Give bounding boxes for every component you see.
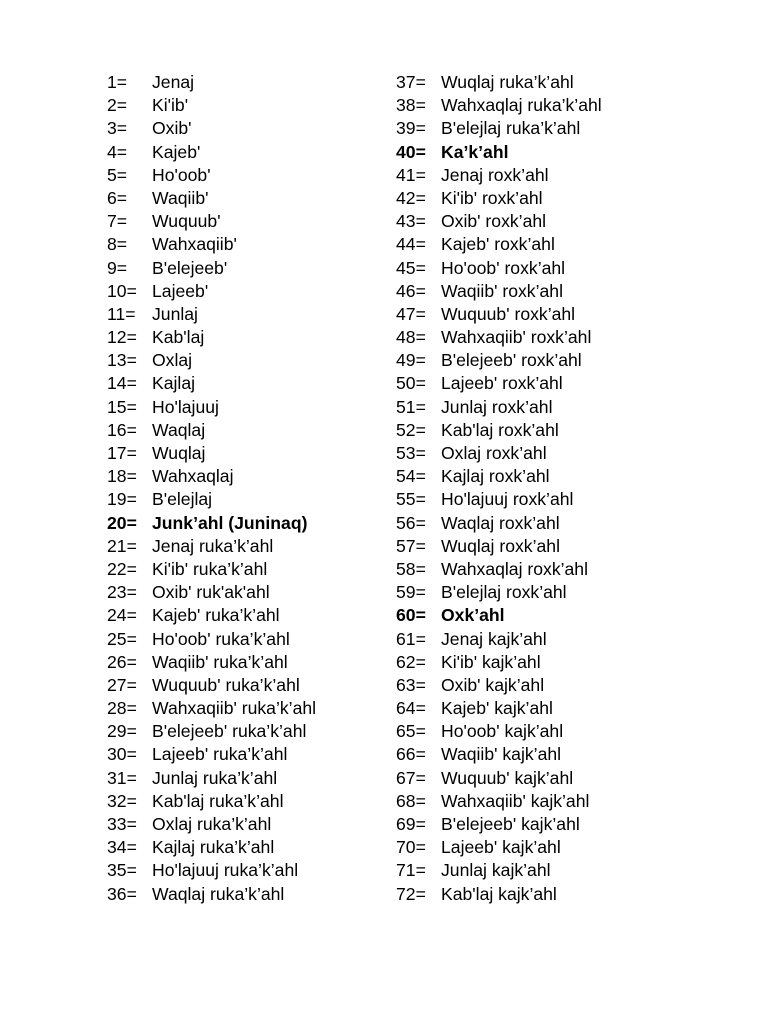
number-word: Kajlaj <box>152 373 196 394</box>
number-row <box>107 303 407 326</box>
number-word: Ka’k’ahl <box>441 141 509 162</box>
number-word: Junk’ahl (Juninaq) <box>152 512 308 533</box>
number-row <box>107 117 407 140</box>
number-row <box>396 883 696 906</box>
number-row <box>396 836 696 859</box>
number-word: Ho'oob' <box>152 164 211 185</box>
number-word: Wuqlaj <box>152 443 206 463</box>
number-label: 4= <box>107 141 128 162</box>
number-row <box>396 419 696 442</box>
number-label: 19= <box>107 489 137 510</box>
number-row <box>107 558 407 581</box>
number-word: Wahxaqiib' <box>152 234 237 255</box>
number-row <box>396 628 696 651</box>
number-row <box>107 743 407 766</box>
number-label: 27= <box>107 674 137 695</box>
number-word: Wahxaqlaj ruka’k’ahl <box>441 95 602 116</box>
number-word: Lajeeb' ruka’k’ahl <box>152 744 288 765</box>
number-label: 14= <box>107 373 137 394</box>
number-word: Lajeeb' <box>152 280 209 301</box>
number-word: Junlaj <box>152 303 198 324</box>
number-row <box>107 210 407 233</box>
number-row <box>107 790 407 813</box>
number-label: 36= <box>107 883 137 904</box>
number-word: Ho'oob' roxk’ahl <box>441 257 566 278</box>
number-word: Junlaj kajk’ahl <box>441 860 551 881</box>
number-row <box>396 790 696 813</box>
number-word: Oxlaj ruka’k’ahl <box>152 814 272 834</box>
number-label: 66= <box>396 744 426 765</box>
number-word: Ho'lajuuj roxk’ahl <box>441 489 574 510</box>
number-row <box>107 651 407 674</box>
number-label: 10= <box>107 280 137 301</box>
numbers-column-right <box>396 71 696 906</box>
number-word: Wuqlaj ruka’k’ahl <box>441 72 574 92</box>
number-row <box>396 743 696 766</box>
number-row <box>396 280 696 303</box>
number-word: Ki'ib' <box>152 95 189 116</box>
number-word: Oxlaj <box>152 350 193 371</box>
number-word: Oxib' kajk’ahl <box>441 674 545 695</box>
number-row <box>396 303 696 326</box>
number-row <box>107 94 407 117</box>
number-label: 51= <box>396 396 426 417</box>
number-row <box>107 141 407 164</box>
number-label: 1= <box>107 72 128 92</box>
number-word: Jenaj kajk’ahl <box>441 628 547 649</box>
number-row <box>396 396 696 419</box>
number-row <box>107 280 407 303</box>
number-word: Junlaj ruka’k’ahl <box>152 767 278 788</box>
number-word: Wahxaqlaj <box>152 466 234 487</box>
number-row <box>396 859 696 882</box>
number-label: 20= <box>107 512 137 533</box>
number-row <box>107 581 407 604</box>
number-row <box>107 164 407 187</box>
number-row <box>396 372 696 395</box>
number-row <box>107 535 407 558</box>
number-label: 56= <box>396 512 426 533</box>
number-row <box>396 141 696 164</box>
number-row <box>396 71 696 94</box>
number-label: 52= <box>396 419 426 440</box>
number-row <box>396 233 696 256</box>
number-row <box>107 836 407 859</box>
number-label: 5= <box>107 164 128 185</box>
number-label: 34= <box>107 837 137 858</box>
number-word: Jenaj <box>152 72 195 92</box>
number-word: Ki'ib' ruka’k’ahl <box>152 558 268 579</box>
number-word: Oxlaj roxk’ahl <box>441 443 547 463</box>
number-word: Wahxaqiib' ruka’k’ahl <box>152 698 317 719</box>
number-label: 18= <box>107 466 137 487</box>
number-row <box>396 257 696 280</box>
number-label: 63= <box>396 674 426 695</box>
number-label: 24= <box>107 605 137 626</box>
number-word: Ho'lajuuj ruka’k’ahl <box>152 860 299 881</box>
number-word: Kab'laj <box>152 327 205 348</box>
number-word: Kajeb' <box>152 141 201 162</box>
number-row <box>396 187 696 210</box>
number-word: Waqiib' roxk’ahl <box>441 280 563 301</box>
number-row <box>396 813 696 836</box>
number-row <box>107 71 407 94</box>
number-word: Waqlaj roxk’ahl <box>441 512 560 533</box>
number-word: Ho'oob' ruka’k’ahl <box>152 628 290 649</box>
number-label: 43= <box>396 211 426 232</box>
number-row <box>396 326 696 349</box>
number-label: 46= <box>396 280 426 301</box>
number-word: Waqiib' ruka’k’ahl <box>152 651 288 672</box>
number-word: Kajeb' kajk’ahl <box>441 698 553 719</box>
number-row <box>107 326 407 349</box>
number-label: 23= <box>107 582 137 603</box>
number-row <box>107 674 407 697</box>
number-label: 65= <box>396 721 426 742</box>
number-word: Wahxaqiib' kajk’ahl <box>441 790 590 811</box>
number-row <box>107 233 407 256</box>
number-label: 58= <box>396 558 426 579</box>
number-word: Wahxaqlaj roxk’ahl <box>441 558 589 579</box>
number-row <box>107 813 407 836</box>
number-label: 61= <box>396 628 426 649</box>
number-row <box>396 604 696 627</box>
number-label: 47= <box>396 303 426 324</box>
number-label: 25= <box>107 628 137 649</box>
number-row <box>396 535 696 558</box>
number-label: 37= <box>396 72 426 92</box>
number-label: 29= <box>107 721 137 742</box>
number-word: Wuquub' kajk’ahl <box>441 767 574 788</box>
number-word: B'elejeeb' kajk’ahl <box>441 814 580 834</box>
number-row <box>107 604 407 627</box>
number-word: Kab'laj ruka’k’ahl <box>152 790 284 811</box>
number-label: 39= <box>396 118 426 139</box>
number-row <box>107 372 407 395</box>
number-word: Waqlaj <box>152 419 206 440</box>
number-label: 69= <box>396 814 426 834</box>
number-label: 41= <box>396 164 426 185</box>
number-label: 42= <box>396 187 426 208</box>
number-word: B'elejeeb' <box>152 257 228 278</box>
number-row <box>107 465 407 488</box>
number-word: Kab'laj roxk’ahl <box>441 419 559 440</box>
number-label: 9= <box>107 257 128 278</box>
number-word: B'elejlaj roxk’ahl <box>441 582 567 603</box>
number-label: 50= <box>396 373 426 394</box>
number-row <box>396 164 696 187</box>
number-label: 71= <box>396 860 426 881</box>
number-word: Ho'lajuuj <box>152 396 219 417</box>
number-row <box>396 581 696 604</box>
number-row <box>107 697 407 720</box>
number-row <box>396 117 696 140</box>
number-label: 72= <box>396 883 426 904</box>
number-label: 16= <box>107 419 137 440</box>
number-word: B'elejlaj ruka’k’ahl <box>441 118 581 139</box>
number-row <box>107 883 407 906</box>
number-label: 3= <box>107 118 128 139</box>
number-label: 13= <box>107 350 137 371</box>
number-word: Kajeb' ruka’k’ahl <box>152 605 280 626</box>
number-row <box>107 859 407 882</box>
number-row <box>396 767 696 790</box>
number-row <box>107 187 407 210</box>
number-row <box>396 558 696 581</box>
number-label: 6= <box>107 187 128 208</box>
number-word: Jenaj ruka’k’ahl <box>152 535 274 556</box>
number-word: B'elejeeb' roxk’ahl <box>441 350 582 371</box>
number-word: Oxib' roxk’ahl <box>441 211 547 232</box>
number-label: 68= <box>396 790 426 811</box>
number-label: 62= <box>396 651 426 672</box>
number-word: Wuquub' <box>152 211 221 232</box>
number-label: 17= <box>107 443 137 463</box>
number-word: Kajlaj roxk’ahl <box>441 466 550 487</box>
number-label: 49= <box>396 350 426 371</box>
number-row <box>107 257 407 280</box>
number-row <box>107 767 407 790</box>
number-label: 44= <box>396 234 426 255</box>
number-row <box>396 697 696 720</box>
number-label: 28= <box>107 698 137 719</box>
number-row <box>396 674 696 697</box>
number-label: 40= <box>396 141 426 162</box>
number-word: B'elejeeb' ruka’k’ahl <box>152 721 307 742</box>
number-word: Kajlaj ruka’k’ahl <box>152 837 275 858</box>
number-word: Oxib' <box>152 118 192 139</box>
number-label: 48= <box>396 327 426 348</box>
number-label: 67= <box>396 767 426 788</box>
number-word: Lajeeb' roxk’ahl <box>441 373 563 394</box>
number-label: 21= <box>107 535 137 556</box>
number-row <box>107 720 407 743</box>
number-label: 70= <box>396 837 426 858</box>
number-row <box>396 465 696 488</box>
number-label: 26= <box>107 651 137 672</box>
number-row <box>107 419 407 442</box>
number-row <box>396 349 696 372</box>
number-label: 35= <box>107 860 137 881</box>
number-word: Oxib' ruk'ak'ahl <box>152 582 270 603</box>
number-row <box>396 94 696 117</box>
number-label: 53= <box>396 443 426 463</box>
number-label: 31= <box>107 767 137 788</box>
number-row <box>107 442 407 465</box>
number-row <box>107 396 407 419</box>
number-row <box>107 488 407 511</box>
number-label: 22= <box>107 558 137 579</box>
number-label: 32= <box>107 790 137 811</box>
number-word: Kajeb' roxk’ahl <box>441 234 555 255</box>
number-word: Waqiib' <box>152 187 209 208</box>
number-label: 12= <box>107 327 137 348</box>
number-word: Junlaj roxk’ahl <box>441 396 553 417</box>
number-word: Wuqlaj roxk’ahl <box>441 535 560 556</box>
number-word: Wuquub' ruka’k’ahl <box>152 674 300 695</box>
number-label: 54= <box>396 466 426 487</box>
number-row <box>396 488 696 511</box>
number-word: Waqlaj ruka’k’ahl <box>152 883 285 904</box>
number-row <box>396 442 696 465</box>
number-word: Wahxaqiib' roxk’ahl <box>441 327 592 348</box>
number-word: Jenaj roxk’ahl <box>441 164 549 185</box>
number-row <box>396 210 696 233</box>
number-label: 59= <box>396 582 426 603</box>
number-label: 33= <box>107 814 137 834</box>
number-label: 55= <box>396 489 426 510</box>
number-word: Waqiib' kajk’ahl <box>441 744 562 765</box>
number-label: 15= <box>107 396 137 417</box>
number-label: 38= <box>396 95 426 116</box>
number-word: Wuquub' roxk’ahl <box>441 303 576 324</box>
numbers-column-left <box>107 71 407 906</box>
number-word: Ki'ib' kajk’ahl <box>441 651 541 672</box>
number-row <box>107 349 407 372</box>
number-label: 8= <box>107 234 128 255</box>
number-row <box>396 720 696 743</box>
number-row <box>107 512 407 535</box>
number-label: 60= <box>396 605 426 626</box>
number-word: Lajeeb' kajk’ahl <box>441 837 561 858</box>
number-row <box>107 628 407 651</box>
number-word: B'elejlaj <box>152 489 213 510</box>
number-label: 7= <box>107 211 128 232</box>
number-label: 45= <box>396 257 426 278</box>
number-row <box>396 512 696 535</box>
number-word: Oxk’ahl <box>441 605 505 626</box>
number-label: 11= <box>107 303 136 324</box>
number-label: 2= <box>107 95 128 116</box>
number-label: 30= <box>107 744 137 765</box>
number-word: Kab'laj kajk’ahl <box>441 883 557 904</box>
number-word: Ki'ib' roxk’ahl <box>441 187 543 208</box>
number-label: 57= <box>396 535 426 556</box>
number-label: 64= <box>396 698 426 719</box>
number-word: Ho'oob' kajk’ahl <box>441 721 564 742</box>
number-row <box>396 651 696 674</box>
